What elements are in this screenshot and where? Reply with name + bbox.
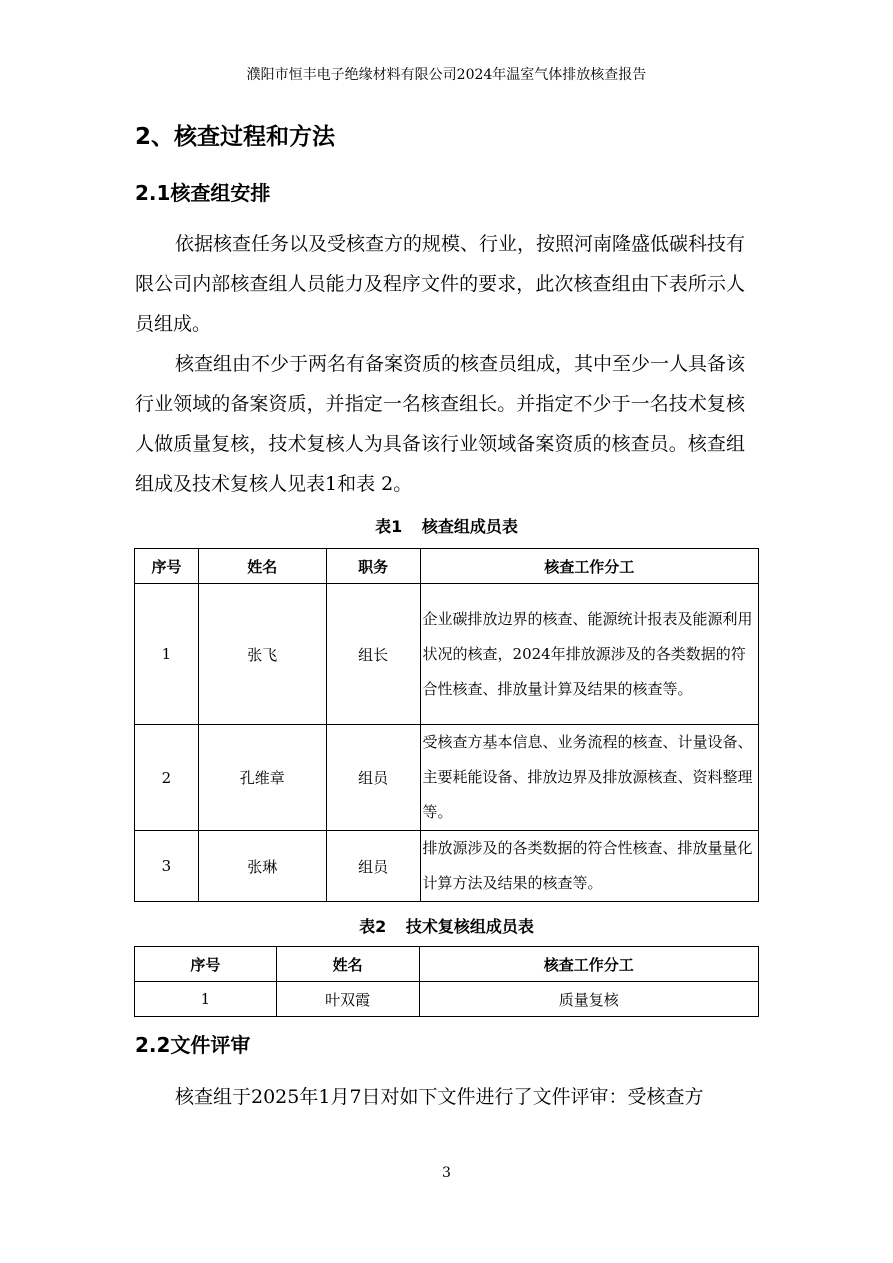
page-number: 3: [442, 1165, 451, 1181]
table1-header-cell: 姓名: [198, 549, 326, 584]
table-row: [135, 584, 759, 725]
table-row: [135, 982, 759, 1017]
paragraph-1: 依据核查任务以及受核查方的规模、行业，按照河南隆盛低碳科技有限公司内部核查组人员能力及程序文件的要求，此次核查组由下表所示人员组成。: [135, 233, 746, 335]
table-cell-name: 孔维章: [198, 725, 326, 831]
table-cell-name: 张琳: [198, 831, 326, 902]
subsection-title-2-1: 2.1核查组安排: [135, 181, 271, 205]
table1-header-row: [135, 549, 759, 584]
table2-caption: 表2 技术复核组成员表: [359, 917, 534, 936]
table2-header-cell: 姓名: [276, 947, 419, 982]
table2: [134, 946, 759, 1017]
table-cell-duty: 质量复核: [419, 982, 758, 1017]
paragraph-2: 核查组由不少于两名有备案资质的核查员组成，其中至少一人具备该行业领域的备案资质，并指定一名核查组长。并指定不少于一名技术复核人做质量复核，技术复核人为具备该行业领域备案资质的核查员。核查组组成及技术复核人见表1和表 2。: [135, 353, 746, 495]
table1-caption: 表1 核查组成员表: [375, 517, 518, 536]
section-title: 2、核查过程和方法: [135, 124, 336, 150]
table-cell-name: 张飞: [198, 584, 326, 725]
table-cell-role: 组员: [326, 831, 420, 902]
table-row: [135, 725, 759, 831]
table-cell-duty: 企业碳排放边界的核查、能源统计报表及能源利用状况的核查，2024年排放源涉及的各类数据的符合性核查、排放量计算及结果的核查等。: [420, 584, 758, 725]
table-cell-duty: 排放源涉及的各类数据的符合性核查、排放量量化计算方法及结果的核查等。: [420, 831, 758, 902]
table2-header-cell: 序号: [135, 947, 277, 982]
table-cell-name: 叶双霞: [276, 982, 419, 1017]
table1-header-cell: 职务: [326, 549, 420, 584]
table-cell-role: 组员: [326, 725, 420, 831]
table-cell-no: 1: [135, 584, 199, 725]
table-cell-no: 1: [135, 982, 277, 1017]
page-header: 濮阳市恒丰电子绝缘材料有限公司2024年温室气体排放核查报告: [246, 67, 647, 83]
table-cell-duty: 受核查方基本信息、业务流程的核查、计量设备、主要耗能设备、排放边界及排放源核查、资料整理等。: [420, 725, 758, 831]
table1: [134, 548, 759, 902]
table2-header-row: [135, 947, 759, 982]
table-row: [135, 831, 759, 902]
table2-header-cell: 核查工作分工: [419, 947, 758, 982]
table1-header-cell: 序号: [135, 549, 199, 584]
table-cell-role: 组长: [326, 584, 420, 725]
table-cell-no: 2: [135, 725, 199, 831]
table1-header-cell: 核查工作分工: [420, 549, 758, 584]
table-cell-no: 3: [135, 831, 199, 902]
subsection-title-2-2: 2.2文件评审: [135, 1033, 251, 1057]
paragraph-3: 核查组于2025年1月7日对如下文件进行了文件评审：受核查方: [175, 1086, 704, 1108]
